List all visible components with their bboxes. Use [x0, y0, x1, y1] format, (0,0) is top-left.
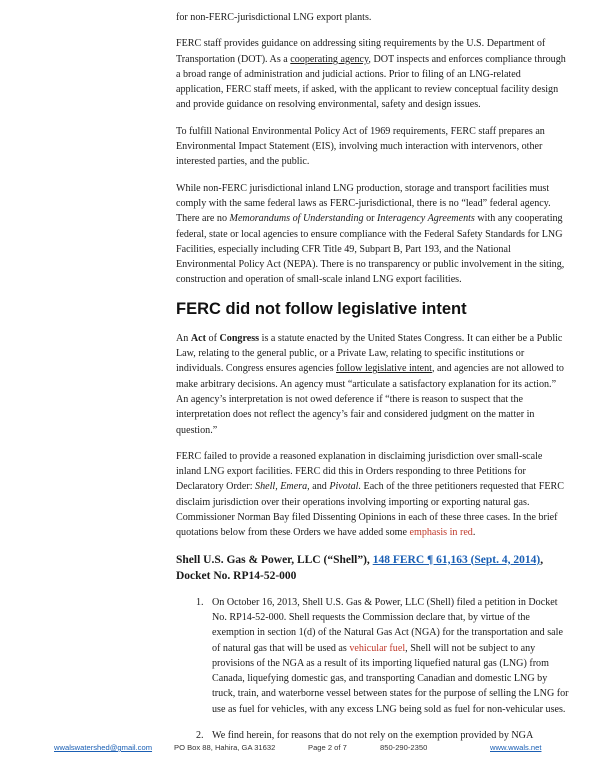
text-run: On October 16, 2013, Shell U.S. Gas & Power, LLC (Shell) filed a petition in Docket No. RP14-52-000. Shell requests the Commission declare that, by virtue of the exemption in section 1(d) of the Natural Gas Act (NGA) for the transportation and sale of natural gas that will be used as: [212, 596, 563, 654]
footer-email-link[interactable]: wwalswatershed@gmail.com: [54, 743, 153, 752]
cooperating-agency-link[interactable]: cooperating agency: [290, 53, 369, 65]
legislative-intent-link[interactable]: follow legislative intent: [336, 363, 432, 375]
ferc-citation-link[interactable]: 148 FERC ¶ 61,163 (Sept. 4, 2014): [372, 553, 541, 566]
list-number: 2.: [196, 729, 204, 741]
footer-phone: 850-290-2350: [380, 743, 428, 752]
footer-page-number: Page 2 of 7: [308, 743, 347, 752]
text-run: , and agencies are not allowed to make arbitrary decisions. An agency must “articulate a satisfactory explanation for its action.” An agency’s interpretation is not owed deference if “there is reason to suspect that the interpretation does not reflect the agency’s fair and considered judgment on the matter in question.”: [176, 363, 564, 436]
page-footer: [54, 743, 554, 757]
text-run: , DOT inspects and enforces compliance through a broad range of administration and judicial actions. Prior to filing of an LNG-related application, FERC staff meets, if asked, with the applicant to review conceptual facility design and provide guidance on resolving environmental, safety and design issues.: [176, 53, 566, 111]
paragraph-4: [176, 331, 570, 438]
footer-address: PO Box 88, Hahira, GA 31632: [174, 743, 276, 752]
italic-run: Pivotal.: [329, 481, 362, 493]
text-run: ,: [540, 553, 544, 566]
text-run: FERC staff provides guidance on addressing siting requirements by the U.S. Department of Transportation (DOT). As a: [176, 38, 546, 65]
text-run: While non-FERC jurisdictional inland LNG production, storage and transport facilities must comply with the same federal laws as FERC-jurisdictional, there is no “lead” federal agency. There are no: [176, 182, 551, 225]
list-item: [176, 728, 570, 743]
list-item: [176, 595, 570, 717]
docket-number: Docket No. RP14-52-000: [176, 569, 297, 582]
paragraph-0: for non-FERC-jurisdictional LNG export plants.: [176, 12, 372, 23]
text-run: and: [309, 481, 330, 493]
italic-run: Shell, Emera,: [255, 481, 310, 493]
page-body: [176, 10, 570, 754]
text-run: FERC failed to provide a reasoned explanation in disclaiming jurisdiction over small-scale inland LNG export facilities. FERC did this in Orders responding to three Petitions for Declaratory Order:: [176, 450, 543, 493]
text-run: We find herein, for reasons that do not rely on the exemption provided by NGA: [212, 729, 534, 741]
bold-run: Congress: [219, 332, 260, 344]
emphasis-run: emphasis in red: [409, 527, 473, 539]
text-run: , Shell will not be subject to any provisions of the NGA as a result of its importing liquefied natural gas (LNG) from Canada, liquefying domestic gas, and transporting Canadian and domestic LNG by truck, train, and waterborne vessel between states for the purpose of selling the LNG for use as fuel for vehicles, with any excess LNG being sold as fuel for non-vehicular uses.: [212, 642, 569, 715]
case-subheading: [176, 552, 570, 584]
footer-website-link[interactable]: www.wwals.net: [490, 743, 542, 752]
paragraph-2: To fulfill National Environmental Policy Act of 1969 requirements, FERC staff prepares an Environmental Impact Statement (EIS), involving much interaction with intervenors, other interested parties, and the public.: [176, 125, 545, 168]
paragraph-5: [176, 449, 570, 541]
text-run: of: [206, 332, 220, 344]
italic-run: Interagency Agreements: [377, 213, 475, 225]
italic-run: Memorandums of Understanding: [229, 213, 364, 225]
paragraph-1: [176, 36, 570, 112]
case-name: Shell U.S. Gas & Power, LLC (“Shell”),: [176, 553, 373, 566]
text-run: is a statute enacted by the United States Congress. It can either be a Public Law, relating to the general public, or a Private Law, relating to specific institutions or individuals. Congress ensures agencies: [176, 332, 563, 375]
text-run: An: [176, 332, 191, 344]
text-run: or: [363, 213, 378, 225]
paragraph-3: [176, 181, 570, 288]
text-run: .: [472, 527, 476, 539]
emphasis-run: vehicular fuel: [349, 642, 406, 654]
text-run: with any cooperating federal, state or local agencies to ensure compliance with the Federal Safety Standards for LNG Facilities, especially including CFR Title 49, Subpart B, Part 193, and the National Environmental Policy Act (NEPA). There is no transparency or public involvement in the siting, construction and operation of small-scale inland LNG export facilities.: [176, 213, 565, 286]
section-heading: FERC did not follow legislative intent: [176, 299, 467, 318]
text-run: Each of the three petitioners requested that FERC disclaim jurisdiction over their operations involving importing or exporting natural gas. Commissioner Norman Bay filed Dissenting Opinions in each of these three cases. In the brief quotations below from these Orders we have added some: [176, 481, 564, 539]
bold-run: Act: [190, 332, 207, 344]
numbered-list: [176, 595, 570, 744]
list-number: 1.: [196, 596, 204, 608]
